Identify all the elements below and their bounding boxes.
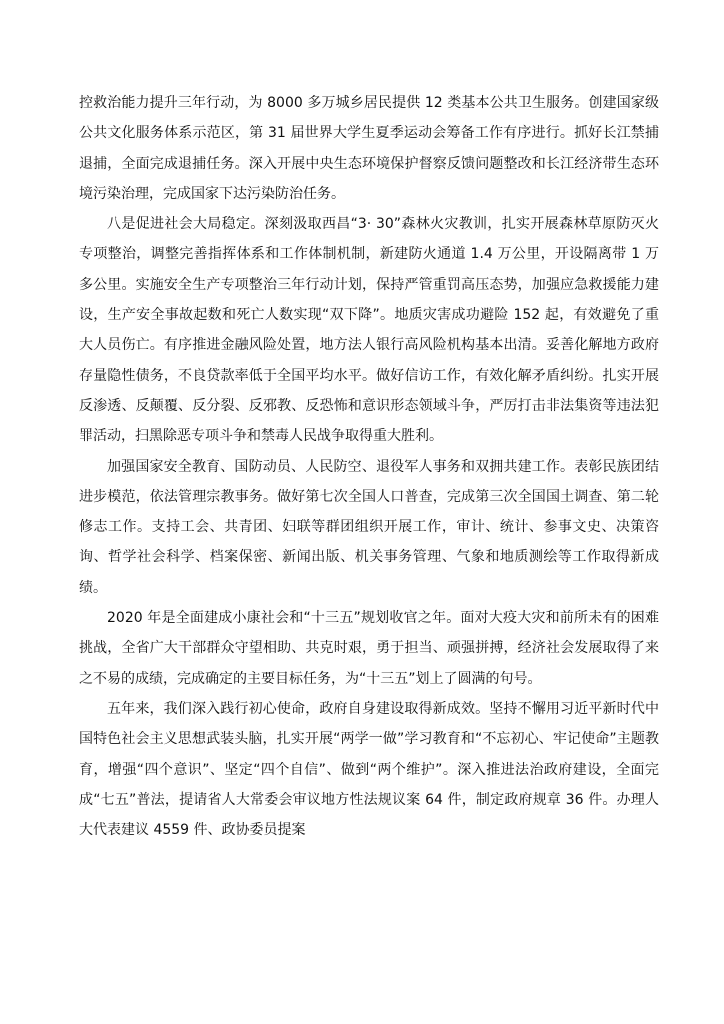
- paragraph-2020-summary: 2020 年是全面建成小康社会和“十三五”规划收官之年。面对大疫大灾和前所未有的困难挑战，全省广大干部群众守望相助、共克时艰，勇于担当、顽强拼搏，经济社会发展取得了来之不易的成绩，完成确定的主要目标任务，为“十三五”划上了圆满的句号。: [79, 610, 659, 687]
- paragraph-social-stability: 八是促进社会大局稳定。深刻汲取西昌“3· 30”森林火灾教训，扎实开展森林草原防灭火专项整治，调整完善指挥体系和工作体制机制，新建防火通道 1.4 万公里，开设隔离带 1 万多公里。实施安全生产专项整治三年行动计划，保持严管重罚高压态势，加强应急救援能力建设，生产安全事故起数和死亡人数实现“双下降”。地质灾害成功避险 152 起，有效避免了重大人员伤亡。有序推进金融风险处置，地方法人银行高风险机构基本出清。妥善化解地方政府存量隐性债务，不良贷款率低于全国平均水平。做好信访工作，有效化解矛盾纠纷。扎实开展反渗透、反颠覆、反分裂、反邪教、反恐怖和意识形态领域斗争，严厉打击非法集资等违法犯罪活动，扫黑除恶专项斗争和禁毒人民战争取得重大胜利。: [79, 216, 659, 445]
- paragraph-national-security: 加强国家安全教育、国防动员、人民防空、退役军人事务和双拥共建工作。表彰民族团结进步模范，依法管理宗教事务。做好第七次全国人口普查，完成第三次全国国土调查、第二轮修志工作。支持工会、共青团、妇联等群团组织开展工作，审计、统计、参事文史、决策咨询、哲学社会科学、档案保密、新闻出版、机关事务管理、气象和地质测绘等工作取得新成绩。: [79, 458, 659, 596]
- paragraph-five-years: 五年来，我们深入践行初心使命，政府自身建设取得新成效。坚持不懈用习近平新时代中国特色社会主义思想武装头脑，扎实开展“两学一做”学习教育和“不忘初心、牢记使命”主题教育，增强“四个意识”、坚定“四个自信”、做到“两个维护”。深入推进法治政府建设，全面完成“七五”普法，提请省人大常委会审议地方性法规议案 64 件，制定政府规章 36 件。办理人大代表建议 4559 件、政协委员提案: [79, 700, 659, 839]
- body-text: [79, 88, 659, 845]
- paragraph-continuation: 控救治能力提升三年行动，为 8000 多万城乡居民提供 12 类基本公共卫生服务。创建国家级公共文化服务体系示范区，第 31 届世界大学生夏季运动会筹备工作有序进行。抓好长江禁捕退捕，全面完成退捕任务。深入开展中央生态环境保护督察反馈问题整改和长江经济带生态环境污染治理，完成国家下达污染防治任务。: [79, 95, 659, 202]
